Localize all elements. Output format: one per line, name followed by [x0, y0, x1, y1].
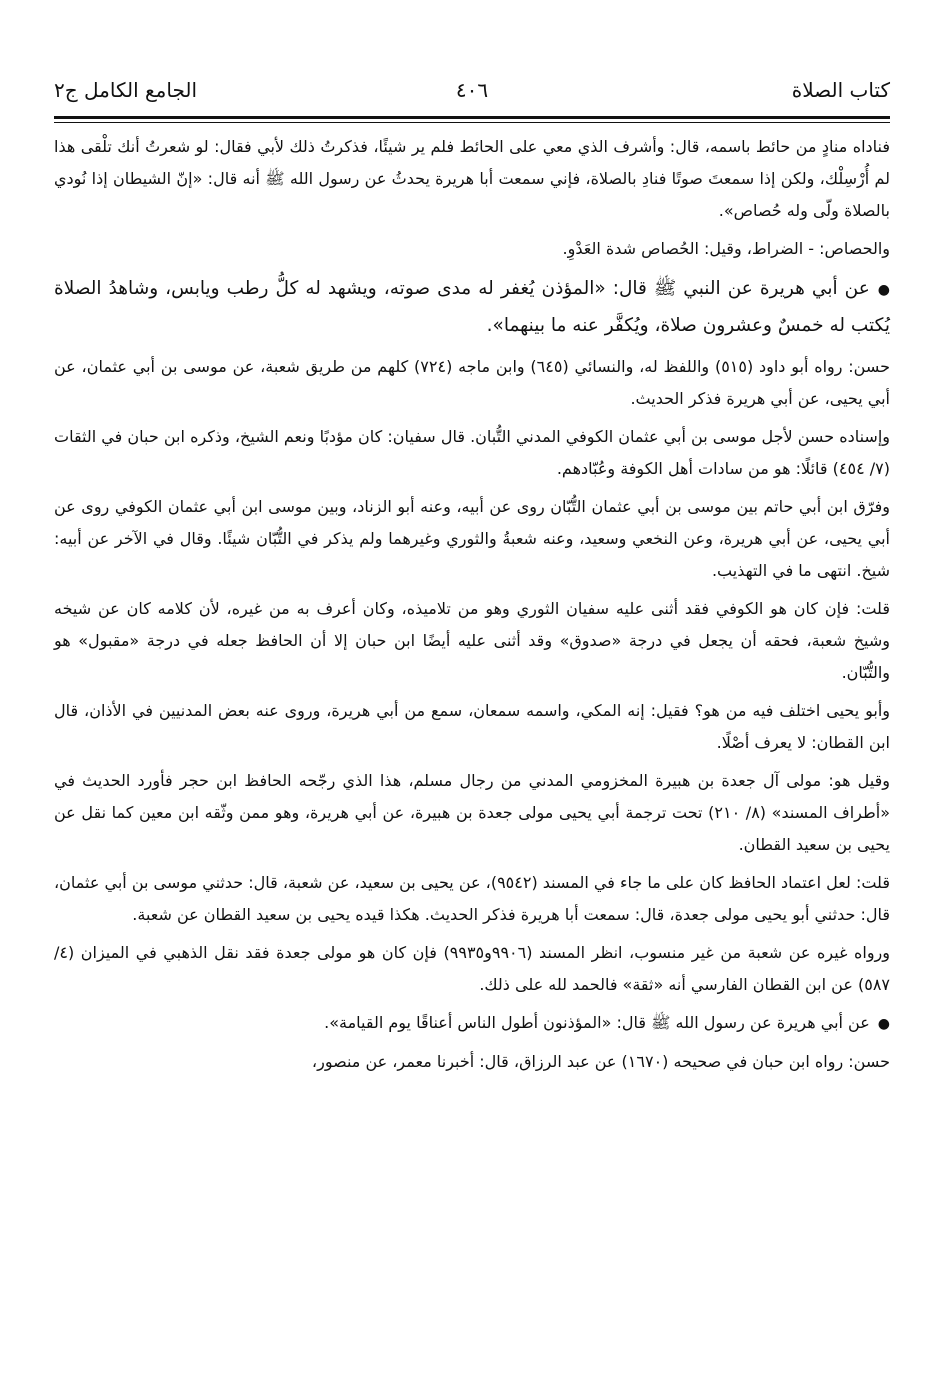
- header-chapter-title: كتاب الصلاة: [791, 78, 890, 102]
- header-rule-thick: [54, 116, 890, 119]
- book-page: [54, 70, 890, 1084]
- paragraph: وفرّق ابن أبي حاتم بين موسى بن أبي عثمان التُّبّان روى عن أبيه، وعنه أبو الزناد، وبين موسى ابن أبي عثمان الكوفي روى عن أبي يحيى، عن أبي هريرة، وعن النخعي وسعيد، وعنه شعبةُ والثوري وغيرهما ولم يذكر في التُّبّان شيئًا. وقال في الآخر عن أبيه: شيخ. انتهى ما في التهذيب.: [54, 497, 890, 580]
- hadith-text: عن أبي هريرة عن النبي ﷺ قال: «المؤذن يُغفر له مدى صوته، ويشهد له كلُّ رطب ويابس، وشاهدُ الصلاة يُكتب له خمسٌ وعشرون صلاة، ويُكفَّر عنه ما بينهما».: [54, 278, 890, 336]
- header-rule-thin: [54, 122, 890, 123]
- paragraph: حسن: رواه أبو داود (٥١٥) واللفظ له، والنسائي (٦٤٥) وابن ماجه (٧٢٤) كلهم من طريق شعبة، عن موسى بن أبي عثمان، عن أبي يحيى، عن أبي هريرة فذكر الحديث.: [54, 357, 891, 408]
- paragraph: قلت: لعل اعتماد الحافظ كان على ما جاء في المسند (٩٥٤٢)، عن يحيى بن سعيد، عن شعبة، قال: حدثني موسى بن أبي عثمان، قال: حدثني أبو يحيى مولى جعدة، قال: سمعت أبا هريرة فذكر الحديث. هكذا قيده يحيى بن سعيد القطان عن شعبة.: [54, 873, 891, 924]
- hadith-paragraph: [54, 271, 890, 343]
- paragraph: فناداه منادٍ من حائط باسمه، قال: وأشرف الذي معي على الحائط فلم ير شيئًا، فذكرتُ ذلك لأبي فقال: لو شعرتُ أنك تلْقى هذا لم أُرْسِلْك، ولكن إذا سمعتَ صوتًا فنادِ بالصلاة، فإني سمعت أبا هريرة يحدثُ عن رسول الله ﷺ أنه قال: «إنّ الشيطان إذا نُودي بالصلاة ولّى وله حُصاص».: [54, 137, 890, 220]
- paragraph: وأبو يحيى اختلف فيه من هو؟ فقيل: إنه المكي، واسمه سمعان، سمع من أبي هريرة، وروى عنه بعض المدنيين في الأذان، قال ابن القطان: لا يعرف أصْلًا.: [54, 701, 890, 752]
- paragraph: والحصاص: - الضراط، وقيل: الحُصاص شدة العَدْوِ.: [562, 239, 890, 258]
- bullet-icon: ●: [877, 1016, 890, 1032]
- paragraph: ورواه غيره عن شعبة من غير منسوب، انظر المسند (٩٩٠٦و٩٩٣٥) فإن كان هو مولى جعدة فقد نقل الذهبي في الميزان (٤/ ٥٨٧) عن ابن القطان الفارسي أنه «ثقة» فالحمد لله على ذلك.: [54, 943, 890, 994]
- paragraph: وإسناده حسن لأجل موسى بن أبي عثمان الكوفي المدني التُّبان. قال سفيان: كان مؤدبًا ونعم الشيخ، وذكره ابن حبان في الثقات (٧/ ٤٥٤) قائلًا: هو من سادات أهل الكوفة وعُبّادهم.: [54, 427, 890, 478]
- paragraph: حسن: رواه ابن حبان في صحيحه (١٦٧٠) عن عبد الرزاق، قال: أخبرنا معمر، عن منصور،: [311, 1052, 890, 1071]
- hadith-text: عن أبي هريرة عن رسول الله ﷺ قال: «المؤذنون أطول الناس أعناقًا يوم القيامة».: [324, 1013, 870, 1032]
- hadith-paragraph: [54, 1007, 890, 1040]
- running-header: [54, 70, 890, 110]
- bullet-icon: ●: [877, 282, 890, 298]
- body-text: [54, 131, 890, 1078]
- page-number: ٤٠٦: [455, 78, 489, 102]
- paragraph: وقيل هو: مولى آل جعدة بن هبيرة المخزومي المدني من رجال مسلم، هذا الذي رجّحه الحافظ ابن حجر فأورد الحديث في «أطراف المسند» (٨/ ٢١٠) تحت ترجمة أبي يحيى مولى جعدة بن هبيرة، عن أبي هريرة، وهو ممن وثّقه ابن معين كما نقل عن يحيى بن سعيد القطان.: [54, 771, 890, 854]
- paragraph: قلت: فإن كان هو الكوفي فقد أثنى عليه سفيان الثوري وهو من تلاميذه، وكان أعرف به من غيره، لأن كلامه كان عن شيخه وشيخ شعبة، فحقه أن يجعل في درجة «صدوق» وقد أثنى عليه أيضًا ابن حبان إلا أن الحافظ جعله في درجة «مقبول» هو والتُّبّان.: [54, 599, 890, 682]
- header-book-title: الجامع الكامل ج٢: [54, 78, 198, 102]
